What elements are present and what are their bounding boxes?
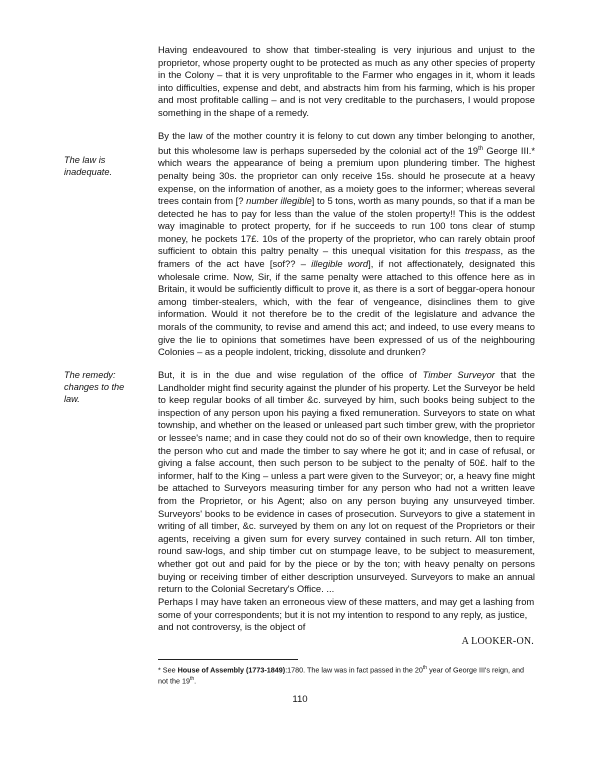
p2-text-c: ] to 5 tons, worth as many pounds, so that if a man be detected he has to pay for less than the value of the stolen property!! This is the oddest way imaginable to protect property, for if he succeeds to run 100 tons clear of stump money, he pockets 17£. 10s of the property of the proprietor, who can rarely obtain proof sufficient to obtain this paltry penalty – this unequal visitation for this [158, 195, 535, 257]
paragraph-intro: Having endeavoured to show that timber-stealing is very injurious and unjust to the proprietor, whose property ought to be protected as much as any other species of property in the Colony – that it is very unprofitable to the Farmer who engages in it, whom it leads into difficulties, expense and debt, and abstracts him from his farming, which is his proper and most profitable calling – and is not very creditable to the purchasers, I would propose something in the shape of a remedy. [158, 44, 535, 118]
signature: A LOOKER-ON. [461, 636, 534, 647]
footnote-sup-2: th [189, 675, 195, 682]
p2-superscript: th [478, 145, 484, 152]
footnote-divider [158, 659, 298, 660]
p2-italic-number-illegible: number illegible [246, 195, 312, 207]
footnote [158, 664, 533, 686]
footnote-text-c: . [194, 676, 197, 686]
footnote-text-b: year of George III's reign, and not the 19 [158, 665, 524, 686]
p2-italic-trespass: trespass [465, 245, 501, 257]
p2-italic-illegible-word: illegible word [311, 258, 369, 270]
footnote-bold-source: House of Assembly (1773-1849) [177, 665, 286, 675]
p2-text-a: By the law of the mother country it is felony to cut down any timber belonging to another, but this wholesome law is perhaps superseded by the colonial act of the 19 [158, 130, 535, 156]
p3-text-a: But, it is in the due and wise regulation of the office of [158, 369, 423, 380]
footnote-star: * See [158, 665, 178, 675]
p2-text-e: ], if not affectionately, designated this wholesale crime. Now, Sir, if the same penalty were attached to this offence here as in Britain, it would be sufficiently difficult to prove it, as there is a sort of beggar-opera honour among timber-stealers, which, with the fear of vengeance, disinclines them to give information. Would it not therefore be to the credit of the legislature and advance the morals of the community, to revise and amend this act; and indeed, to use every means to give the lie to opinions that sometimes have been expressed of us of the neighbouring Colonies – as a people indolent, tricking, dissolute and drunken? [158, 258, 535, 358]
sidenote-law-inadequate: The law is inadequate. [64, 155, 113, 177]
footnote-text-a: :1780. The law was in fact passed in the 20 [285, 665, 423, 675]
p3-text-b: that the Landholder might find security against the plunder of his property. Let the Surveyor be held to keep regular books of all timber &c. surveyed by him, such books being subject to the inspection of any person upon his paying a fixed remuneration. Surveyors to state on what township, and whether on the leased or unleased part such timber grew, with the proprietor or lessee's name; and in case they could not do so of their own knowledge, then to require the person who cut and made the timber to say where he got it; and in case of refusal, or giving a false account, then such person to be subject to the penalty of 50£. half to the informer, half to the King – unless a part were given to the Surveyor; or, a heavy fine might be attached to Surveyors measuring timber for any person who had not a written leave from the Proprietor, or his Agent; also on any person buying any unsurveyed timber. Surveyors' books to be evidence in cases of prosecution. Surveyors to give a statement in writing of all timber, &c. surveyed by them on any lot on request of the Proprietors or their agents, receiving a given sum for every survey contained in such return. All ton timber, round saw-logs, and ship timber cut on stumpage leave, to be subject to measurement, whether got out and paid for by the piece or by the ton; with heavy penalty on persons buying or receiving timber of either description unsurveyed. Surveyors to make an annual return to the Colonial Secretary's Office. ... [158, 369, 535, 595]
footnote-sup-1: th [422, 665, 428, 671]
paragraph-closing: Perhaps I may have taken an erroneous view of these matters, and may get a lashing from some of your correspondents; but it is not my intention to respond to any reply, as justice, and not controversy, is the object of [158, 596, 535, 633]
paragraph-remedy [158, 369, 535, 596]
p2-text-d: , as the framers of the act have [sof?? – [158, 245, 535, 270]
p3-italic-timber-surveyor: Timber Surveyor [422, 369, 495, 380]
sidenote-remedy: The remedy: changes to the law. [64, 370, 125, 404]
page-number: 110 [292, 694, 308, 705]
p2-text-b: George III.* which wears the appearance of being a premium upon plundering timber. The highest penalty being 30s. the proprietor can only receive 15s. should he prosecute at a heavy expense, on the information of another, as a moiety goes to the informer; whereas several trees contain from [? [158, 144, 535, 207]
paragraph-law [158, 130, 535, 359]
